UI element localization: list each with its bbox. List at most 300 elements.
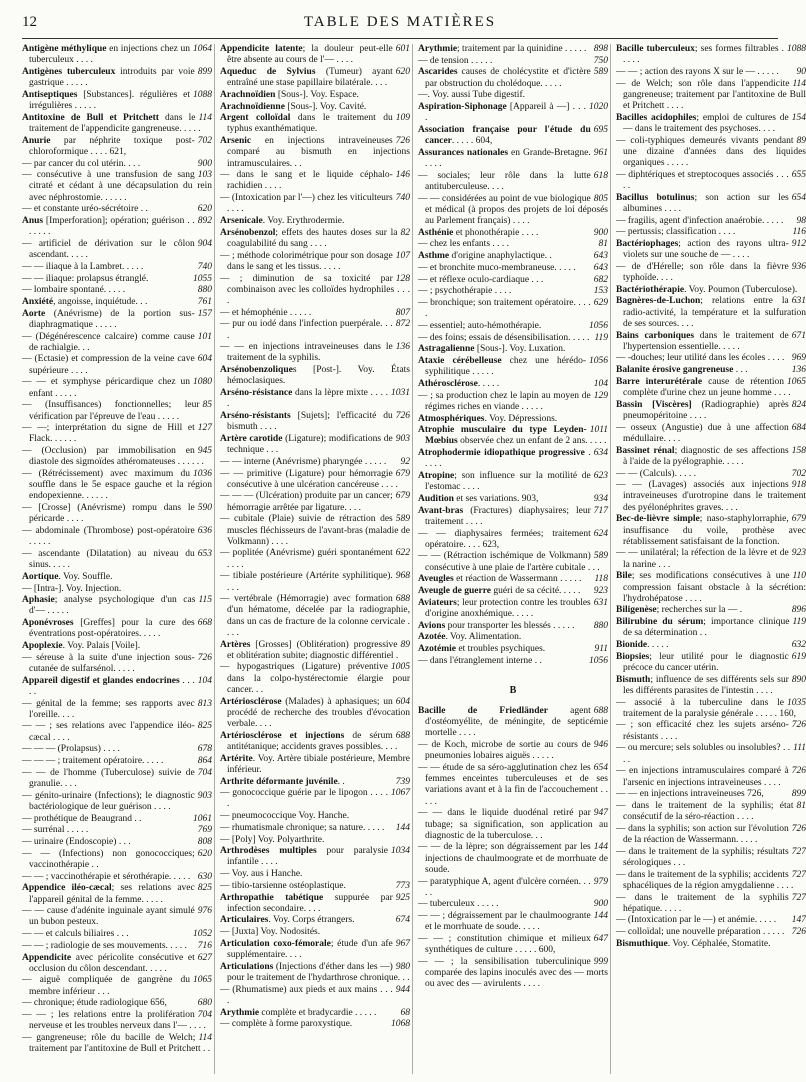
entry-text: . Voy. Alimentation. — [445, 632, 522, 643]
index-entry — [22, 1033, 212, 1055]
entry-page-ref: 925 — [395, 892, 410, 903]
index-entry — [220, 594, 410, 639]
entry-page-ref: 1020 — [589, 102, 608, 113]
index-entry — [418, 644, 608, 655]
index-entry — [418, 448, 608, 470]
entry-headword: Balanite érosive gangreneuse — [616, 365, 734, 376]
entry-text: ; influence de ses différents sels sur les différents parasites de l'intestin . . . . — [623, 674, 789, 696]
entry-page-ref: 896 — [791, 605, 806, 616]
entry-page-ref: 144 — [395, 822, 410, 833]
index-entry — [418, 228, 608, 239]
entry-text: — dans l'étranglement interne . . — [418, 655, 542, 666]
entry-page-ref: 900 — [593, 899, 608, 910]
entry-page-ref: 89 — [796, 135, 806, 146]
index-entry — [616, 113, 806, 135]
entry-headword: Aviateurs — [418, 597, 457, 608]
index-entry — [616, 136, 806, 170]
entry-text: — (Rhumatisme) aux pieds et aux mains . . . . — [220, 984, 393, 1006]
entry-page-ref: 679 — [791, 514, 806, 525]
index-entry — [418, 67, 608, 89]
index-entry — [220, 319, 410, 341]
entry-headword: Barre interurétérale — [616, 376, 703, 387]
entry-text: — associé à la tuberculine dans le traitement de la paralysie générale . . . . . 160, — [616, 697, 797, 719]
entry-headword: Asthme — [418, 251, 450, 262]
entry-page-ref: 726 — [791, 823, 806, 834]
entry-text: — ; sa production chez le lapin au moyen de régimes riches en viande . . . . . — [418, 390, 591, 412]
index-entry — [220, 469, 410, 491]
entry-page-ref: 944 — [395, 984, 410, 995]
entry-text: ; analyse psychologique d'un cas d'— . . . . . — [29, 595, 196, 617]
entry-text: . . . . . — [29, 675, 195, 697]
entry-headword: Arachnoïdien — [220, 89, 276, 100]
entry-text: dans le traitement de l'appendicite gangreneuse. . . . . — [29, 112, 201, 134]
index-entry — [220, 388, 410, 410]
entry-page-ref: 68 — [400, 1007, 410, 1018]
index-entry — [418, 333, 608, 344]
entry-text: — [Poly] Voy. Polyarthrite. — [220, 834, 325, 845]
entry-page-ref: 147 — [791, 915, 806, 926]
entry-page-ref: 630 — [197, 871, 212, 882]
entry-text: — bronchique; son traitement opératoire. . . . . — [418, 297, 591, 320]
index-entry — [418, 263, 608, 274]
entry-text: dans la lèpre mixte . . . . . — [227, 388, 388, 410]
entry-page-ref: 761 — [197, 296, 212, 307]
index-entry — [418, 321, 608, 332]
entry-text: — -douches; leur utilité dans les écoles . . . . — [616, 353, 785, 364]
entry-text: — [Juxta] Voy. Nodosités. — [220, 927, 321, 938]
entry-page-ref: 678 — [197, 744, 212, 755]
entry-page-ref: 1056 — [589, 320, 608, 331]
index-entry — [616, 766, 806, 788]
entry-page-ref: 726 — [395, 136, 410, 147]
entry-text: — tibio-tarsienne ostéoplastique. — [220, 880, 346, 891]
entry-page-ref: 655 — [791, 169, 806, 180]
entry-headword: Antigène méthylique — [22, 44, 107, 54]
index-entry — [220, 216, 410, 227]
index-entry — [418, 171, 608, 193]
entry-headword: Ataxie cérébelleuse — [418, 355, 502, 366]
entry-page-ref: 923 — [791, 548, 806, 559]
entry-page-ref: 679 — [395, 468, 410, 479]
index-column-1 — [22, 44, 212, 1074]
entry-page-ref: 653 — [197, 548, 212, 559]
entry-text: dans le traitement du typhus exanthématique. — [227, 113, 393, 135]
entry-page-ref: 158 — [791, 445, 806, 456]
entry-headword: Assurances nationales — [418, 147, 509, 158]
index-entry — [22, 699, 212, 721]
entry-text: ; effets des hautes doses sur la coagulabilité du sang . . . . — [227, 227, 398, 249]
index-entry — [220, 962, 410, 984]
entry-headword: Articulations — [220, 961, 274, 972]
entry-headword: Arthrodèses multiples — [220, 846, 317, 857]
entry-text: — — (Lavages) associés aux injections intraveineuses d'urotropine dans le traitement des pyélonéphrites graves. . . . — [616, 480, 806, 513]
entry-page-ref: 620 — [197, 204, 212, 215]
entry-page-ref: 946 — [593, 740, 608, 751]
index-entry — [418, 425, 608, 447]
entry-page-ref: 674 — [395, 915, 410, 926]
index-entry — [616, 893, 806, 915]
index-entry — [418, 275, 608, 286]
entry-text: ; relations entre la radio-activité, la température et la sulfuration de ses sources. . . . — [623, 296, 806, 329]
entry-text: — ; psychothérapie . . . . — [418, 286, 512, 297]
entry-page-ref: 704 — [197, 767, 212, 778]
entry-page-ref: 688 — [395, 594, 410, 605]
entry-text: en Grande-Bretagne. . . . . — [425, 147, 591, 170]
entry-text: — — interne (Anévrisme) pharyngée . . . . . — [220, 456, 387, 467]
entry-headword: Aorte — [22, 308, 46, 319]
entry-page-ref: 114 — [198, 112, 212, 123]
entry-headword: Argent colloïdal — [220, 113, 291, 124]
entry-headword: Bacille tuberculeux — [616, 44, 695, 54]
index-entry — [616, 67, 806, 78]
entry-text: . Voy. Céphalée, Stomatite. — [667, 938, 771, 949]
index-entry — [616, 870, 806, 892]
entry-text: — — unilatéral; la réfection de la lèvre et de la narine . . . — [616, 548, 789, 570]
entry-page-ref: 739 — [395, 776, 410, 787]
entry-text: ; action des rayons ultra-violets sur une souche de — . . . . — [623, 238, 789, 261]
entry-text: — [Intra-]. Voy. Injection. — [22, 583, 122, 594]
entry-page-ref: 629 — [593, 297, 608, 308]
index-entry — [616, 365, 806, 376]
entry-text: — et réflexe oculo-cardiaque . . . — [418, 274, 544, 285]
entry-page-ref: 634 — [593, 448, 608, 459]
entry-headword: Ascarides — [418, 67, 458, 78]
entry-text: . . . — [733, 365, 748, 376]
index-entry — [22, 469, 212, 503]
index-entry — [418, 877, 608, 899]
entry-text: — hypogastriques (Ligature) préventive dans la colpo-hystérectomie élargie pour cancer. . . — [220, 662, 410, 695]
entry-page-ref: 688 — [395, 730, 410, 741]
entry-text: — en injections intramusculaires comparé à l'arsenic en injections intraveineuses . . . . — [616, 766, 789, 788]
index-entry — [22, 721, 212, 743]
index-entry — [22, 503, 212, 525]
entry-headword: Articulaires — [220, 915, 269, 926]
entry-text: ; son action sur les albumines . . . . — [623, 192, 789, 214]
index-entry — [616, 915, 806, 926]
entry-text: suppurée par infection secondaire. . . . — [227, 892, 393, 914]
entry-page-ref: 129 — [593, 390, 608, 401]
entry-page-ref: 1005 — [391, 662, 410, 673]
entry-page-ref: 647 — [593, 934, 608, 945]
entry-page-ref: 807 — [395, 307, 410, 318]
index-entry — [220, 457, 410, 468]
entry-page-ref: 1055 — [193, 273, 212, 284]
entry-text: — génito-urinaire (Infections); le diagnostic bactériologique de leur guérison . . . . — [22, 790, 195, 812]
index-entry — [220, 548, 410, 570]
index-entry — [616, 939, 806, 950]
entry-page-ref: 1067 — [391, 788, 410, 799]
entry-page-ref: 144 — [593, 842, 608, 853]
entry-text: — sociales; leur rôle dans la lutte antituberculeuse. . . . — [418, 170, 591, 192]
entry-text: ; leur protection contre les troubles d'origine anoxhémique. . . . . — [425, 597, 591, 619]
index-entry — [22, 113, 212, 135]
index-entry — [616, 446, 806, 468]
entry-page-ref: 1052 — [193, 929, 212, 940]
entry-page-ref: 903 — [197, 790, 212, 801]
entry-page-ref: 115 — [198, 595, 212, 606]
index-entry — [418, 842, 608, 876]
index-entry — [220, 1019, 410, 1030]
index-column-3 — [418, 44, 608, 1074]
index-entry — [220, 1008, 410, 1019]
entry-page-ref: 727 — [791, 846, 806, 857]
index-entry — [220, 365, 410, 387]
entry-page-ref: 923 — [593, 586, 608, 597]
entry-text: agent d'ostéomyélite, de méningite, de septicémie mortelle . . . . — [425, 705, 608, 739]
entry-page-ref: 880 — [593, 620, 608, 631]
entry-text: (Anévrisme) de la portion sus-diaphragmatique . . . . . — [29, 308, 195, 330]
entry-page-ref: 110 — [792, 571, 806, 582]
entry-page-ref: 717 — [593, 505, 608, 516]
index-entry — [220, 985, 410, 1007]
index-entry — [22, 791, 212, 813]
entry-page-ref: 1064 — [193, 44, 212, 54]
entry-headword: Antiseptiques — [22, 89, 78, 100]
entry-headword: Anurie — [22, 135, 51, 146]
index-entry — [22, 825, 212, 836]
entry-text: ; ses relations avec l'appareil génital de la femme. . . . . — [29, 883, 195, 905]
entry-text: — ; diminution de sa toxicité par combinaison avec les colloïdes hydrophiles . . . . — [220, 273, 410, 306]
entry-text: — osseux (Angustie) due à une affection médullaire. . . . — [616, 422, 789, 444]
entry-text: et phonothérapie . . . . — [453, 227, 539, 238]
entry-text: — coli-typhiques demeurés vivants pendant une dizaine d'années dans des liquides organiques . . . . . — [616, 135, 806, 169]
entry-headword: Arsénobenzolique — [220, 365, 293, 376]
entry-text: ; naso-staphylorraphie, insuffisance du voile, prothèse avec rétablissement satisfaisant de la fonction. — [623, 514, 806, 547]
entry-text: (Malades) à aphasiques; un procédé de recherche des troubles d'évocation verbale. . . . — [227, 696, 410, 729]
entry-text: — pur ou iodé dans l'infection puerpérale. . . . — [220, 319, 393, 341]
entry-headword: Atrophie musculaire du type Leyden-Mœbius — [418, 425, 587, 447]
index-entry — [22, 446, 212, 468]
entry-text: — — primitive (Ligature) pour hémorragie consécutive à une ulcération cancéreuse . . . . — [220, 468, 398, 490]
index-entry — [616, 353, 806, 364]
entry-text: — de Welch; son rôle dans l'appendicite gangreneuse; traitement par l'antitoxine de Bull et Pritchett . . . . — [616, 78, 806, 112]
entry-page-ref: 1080 — [193, 377, 212, 388]
index-column-4 — [616, 44, 806, 1074]
entry-page-ref: 104 — [593, 378, 608, 389]
entry-page-ref: 82 — [400, 227, 410, 238]
entry-headword: Anxiété — [22, 296, 54, 307]
index-entry — [220, 67, 410, 89]
entry-text: — — iliaque: prolapsus étranglé. — [22, 273, 149, 284]
index-entry — [22, 239, 212, 261]
entry-page-ref: 911 — [594, 644, 608, 655]
entry-text: observée chez un enfant de 2 ans. . . . . — [457, 436, 607, 447]
index-entry — [418, 344, 608, 355]
entry-page-ref: 620 — [197, 848, 212, 859]
index-entry — [220, 102, 410, 113]
entry-text: — ou mercure; sels solubles ou insolubles? . . . . — [616, 743, 791, 765]
entry-text: . Voy. Dépressions. — [484, 413, 558, 424]
index-entry — [418, 621, 608, 632]
entry-text: — — ; les relations entre la prolifération nerveuse et les troubles nerveux dans l'— . . . . — [22, 1010, 206, 1032]
entry-page-ref: 961 — [593, 147, 608, 158]
index-entry — [616, 652, 806, 674]
entry-text: ; recherches sur la — . — [656, 605, 743, 616]
index-entry — [22, 400, 212, 422]
entry-headword: Bec-de-lièvre simple — [616, 514, 700, 525]
entry-page-ref: 624 — [593, 528, 608, 539]
entry-text: — des foins; essais de désensibilisation. . . . . — [418, 332, 590, 343]
entry-headword: Antigènes tuberculeux — [22, 66, 116, 77]
entry-headword: Appareil digestif et glandes endocrines — [22, 675, 180, 686]
index-entry — [616, 44, 806, 66]
entry-page-ref: 153 — [593, 286, 608, 297]
index-entry — [616, 617, 806, 639]
entry-text: — paratyphique A, agent d'ulcère cornéen. . . . . — [418, 876, 591, 898]
entry-page-ref: 1088 — [787, 44, 806, 54]
entry-text: s [Post-]. Voy. États hémoclasiques. — [227, 365, 410, 387]
entry-headword: Aponévroses — [22, 618, 74, 629]
index-entry — [418, 251, 608, 262]
index-entry — [22, 998, 212, 1009]
entry-text: guéri de sa cécité. . . . . — [491, 586, 581, 597]
entry-page-ref: 726 — [791, 720, 806, 731]
entry-text: — — ; vaccinothérapie et sérothérapie. . . . . — [22, 871, 191, 882]
index-entry — [418, 957, 608, 991]
entry-text: — — (Calculs). . . . . — [616, 468, 696, 479]
index-entry — [220, 823, 410, 834]
index-entry — [616, 743, 806, 765]
entry-page-ref: 114 — [792, 78, 806, 89]
entry-headword: Association française pour l'étude du cancer — [418, 124, 591, 147]
entry-text: ; ses modifications consécutives à une compression faisant obstacle à la sécrétion: l'hydrohépatose . . . . — [623, 571, 806, 604]
entry-page-ref: 808 — [197, 837, 212, 848]
entry-text: pour paralysie infantile . . . . — [227, 846, 388, 868]
index-entry — [418, 356, 608, 378]
entry-page-ref: 726 — [395, 411, 410, 421]
entry-text: ; importance clinique de sa détermination . . — [623, 617, 790, 639]
index-entry — [616, 400, 806, 422]
entry-headword: Biligenèse — [616, 605, 657, 616]
index-entry — [22, 170, 212, 204]
entry-page-ref: 684 — [791, 422, 806, 433]
entry-headword: Bacille de Friedländer — [418, 705, 548, 716]
entry-text: — rhumatismale chronique; sa nature. . . . . — [220, 822, 385, 833]
entry-page-ref: 898 — [593, 44, 608, 54]
entry-page-ref: 622 — [395, 548, 410, 559]
entry-page-ref: 947 — [593, 808, 608, 819]
entry-page-ref: 631 — [791, 296, 806, 307]
entry-text: — — et calculs biliaires . . . — [22, 929, 129, 940]
entry-headword: Bassin [Viscères] — [616, 399, 692, 410]
entry-text: — de d'Hérelle; son rôle dans la fièvre typhoïde. . . . — [616, 261, 789, 284]
index-entry — [220, 640, 410, 662]
entry-page-ref: 643 — [593, 251, 608, 262]
entry-text: — lombaire spontané. . . . . — [22, 285, 126, 296]
entry-headword: Arséno-résistance — [220, 388, 293, 399]
index-entry — [220, 90, 410, 101]
index-entry — [616, 789, 806, 800]
entry-page-ref: 903 — [395, 433, 410, 444]
entry-page-ref: 136 — [395, 342, 410, 353]
entry-page-ref: 1068 — [391, 1019, 410, 1030]
entry-page-ref: 654 — [791, 192, 806, 203]
entry-page-ref: 618 — [593, 170, 608, 181]
index-entry — [616, 331, 806, 353]
entry-text: cause de rétention complète d'urine chez un jeune homme . . . . — [623, 376, 791, 399]
index-entry — [220, 788, 410, 810]
entry-page-ref: 727 — [791, 869, 806, 880]
entry-text: — et hémophénie . . . . . — [220, 307, 312, 318]
entry-text: . . — [337, 776, 345, 787]
index-entry — [22, 423, 212, 445]
entry-headword: Arythmie — [418, 44, 458, 54]
index-entry — [22, 549, 212, 571]
entry-text: . Voy. Corps étrangers. — [268, 915, 355, 926]
entry-headword: Artériosclérose — [220, 696, 282, 707]
entry-page-ref: 632 — [791, 640, 806, 651]
index-entry — [220, 662, 410, 696]
index-entry — [22, 354, 212, 376]
index-entry — [418, 286, 608, 297]
index-entry — [22, 941, 212, 952]
entry-text: — et bronchite muco-membraneuse. . . . . — [418, 262, 576, 273]
entry-text: [Greffes] pour la cure des éventrations post-opératoires. . . . . — [29, 618, 195, 640]
entry-page-ref: 1065 — [193, 975, 212, 986]
entry-text: — fragilis, agent d'infection anaérobie. . . . . — [616, 215, 784, 226]
entry-text: — diphtériques et streptocoques associés . . . . . — [616, 169, 789, 191]
entry-page-ref: 85 — [202, 400, 212, 411]
entry-page-ref: 104 — [197, 675, 212, 686]
index-entry — [418, 934, 608, 956]
index-entry — [22, 618, 212, 640]
entry-text: (Injections d'éther dans les —) pour le traitement de l'hydarthrose chronique. . . — [227, 961, 410, 983]
index-entry — [418, 391, 608, 413]
entry-page-ref: 1088 — [193, 89, 212, 100]
entry-text: — — ; dégraissement par le chaulmoogrante et le morrhuate de soude. . . . . — [418, 911, 591, 933]
entry-text: — dans le sang et le liquide céphalo-rachidien . . . . — [220, 170, 393, 192]
index-entry — [22, 872, 212, 883]
index-entry — [220, 170, 410, 192]
entry-page-ref: 813 — [197, 698, 212, 709]
entry-text: — aiguë compliquée de gangrène du membre inférieur . . . — [22, 975, 190, 997]
index-entry — [22, 285, 212, 296]
entry-page-ref: 116 — [792, 227, 806, 238]
entry-page-ref: 727 — [791, 892, 806, 903]
index-entry — [418, 298, 608, 320]
index-entry — [616, 480, 806, 514]
index-entry — [220, 228, 410, 250]
index-entry — [22, 90, 212, 112]
entry-text: en injections chez un tuberculeux . . . . — [29, 44, 190, 66]
index-entry — [22, 768, 212, 790]
entry-text: ; étude d'un afe supplémentaire. . . . — [227, 938, 393, 961]
index-entry — [220, 915, 410, 926]
entry-text: — (Intoxication par l'—) chez les viticulteurs . . . . — [220, 193, 393, 215]
index-entry — [616, 824, 806, 846]
index-entry — [418, 379, 608, 390]
entry-page-ref: 589 — [593, 67, 608, 78]
entry-text: — — — ; traitement opératoire. . . . . — [22, 756, 164, 767]
entry-text: — séreuse à la suite d'une injection sous-cutanée de sulfarsénol. . . . . — [22, 652, 195, 674]
index-entry — [22, 676, 212, 698]
entry-text: ; traitement par la quinidine . . . . . — [457, 44, 587, 54]
entry-page-ref: 904 — [197, 238, 212, 249]
entry-headword: Asthénie — [418, 227, 454, 238]
index-entry — [418, 808, 608, 842]
index-entry — [22, 584, 212, 595]
entry-page-ref: 1034 — [391, 846, 410, 857]
entry-page-ref: 702 — [791, 468, 806, 479]
entry-text: , angoisse, inquiétude. . . — [53, 296, 148, 307]
entry-page-ref: 934 — [593, 493, 608, 504]
entry-text: . Voy. Poumon (Tuberculose). — [684, 284, 798, 295]
entry-text: . . . . . 604, — [451, 136, 493, 147]
entry-page-ref: 740 — [395, 193, 410, 204]
index-entry — [220, 927, 410, 938]
entry-page-ref: 654 — [593, 762, 608, 773]
entry-text: introduits par voie gastrique . . . . . — [29, 66, 195, 89]
